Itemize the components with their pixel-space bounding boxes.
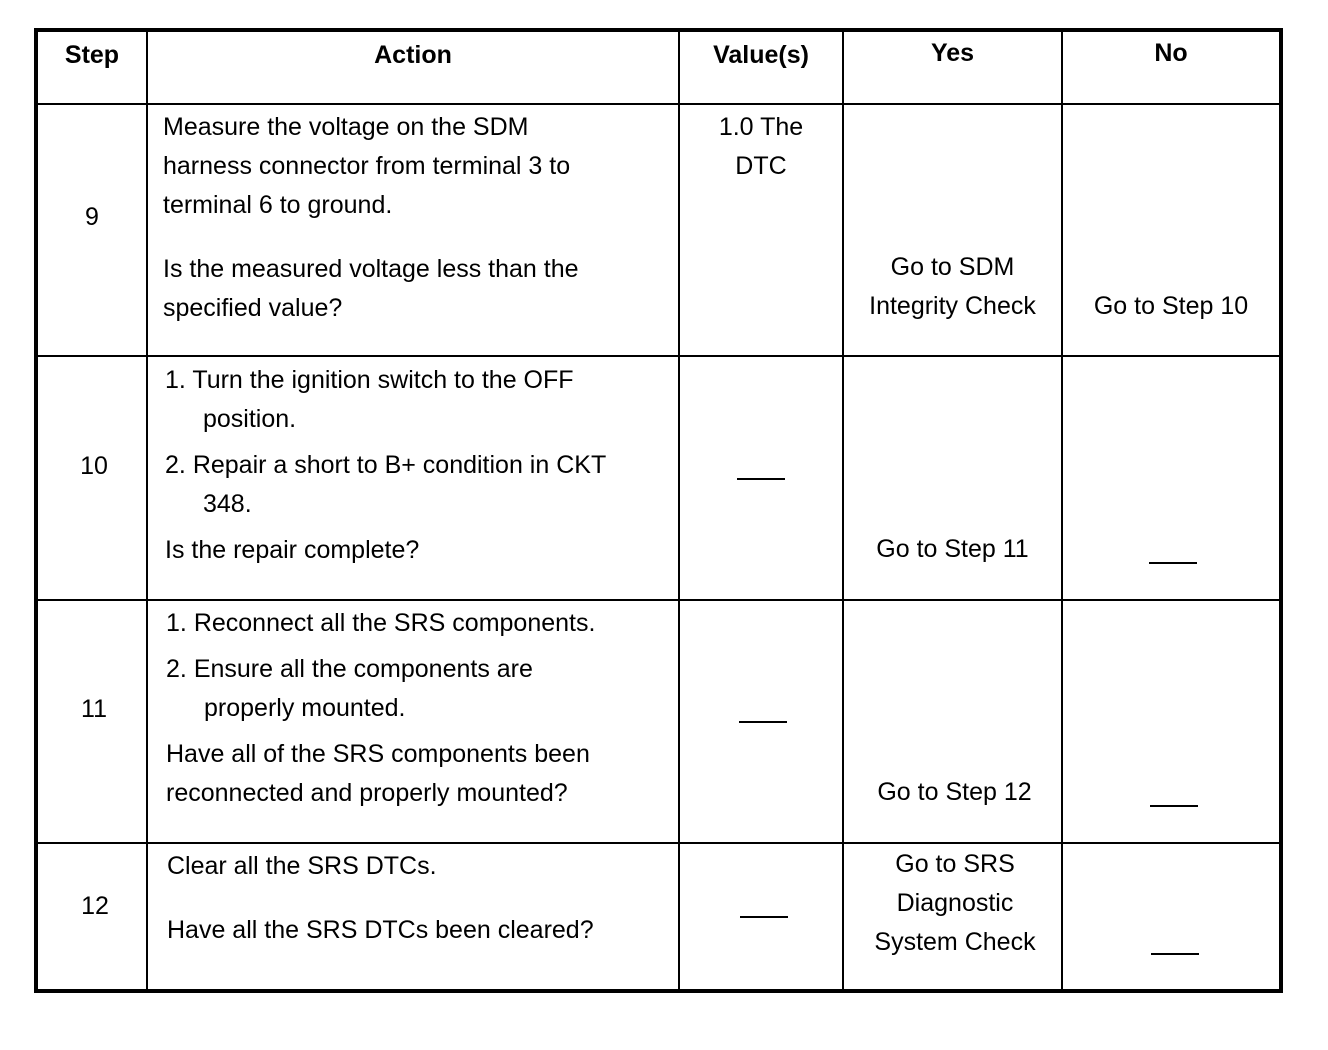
- action-list: [165, 361, 606, 570]
- item-number: 2.: [165, 451, 186, 479]
- row-divider: [38, 599, 1279, 601]
- step-number: 9: [85, 203, 99, 231]
- row-divider: [38, 103, 1279, 105]
- yes-line: Go to SRS: [895, 850, 1015, 878]
- yes-line: Diagnostic: [896, 889, 1014, 917]
- question-line: Have all of the SRS components been: [166, 740, 590, 768]
- action-line: harness connector from terminal 3 to: [163, 152, 571, 180]
- header-step: Step: [64, 41, 120, 69]
- yes-line: System Check: [874, 928, 1036, 956]
- yes-result: Go to Step 11: [876, 535, 1029, 563]
- header-no: No: [1154, 39, 1188, 67]
- step-number: 11: [81, 695, 107, 723]
- no-result: Go to Step 10: [1093, 292, 1249, 320]
- column-divider: [146, 32, 148, 989]
- item-number: 1.: [166, 609, 187, 637]
- question-line: specified value?: [163, 294, 343, 322]
- item-number: 1.: [165, 366, 186, 394]
- item-text-continued: properly mounted.: [204, 694, 406, 722]
- no-dash: [1149, 562, 1197, 564]
- item-text-continued: 348.: [203, 490, 252, 518]
- item-text: Repair a short to B+ condition in CKT: [192, 451, 607, 479]
- value-dash: [739, 721, 787, 723]
- question-line: Is the measured voltage less than the: [163, 255, 579, 283]
- question-line: reconnected and properly mounted?: [166, 779, 568, 807]
- value-line: DTC: [735, 152, 787, 180]
- yes-line: Integrity Check: [869, 292, 1036, 320]
- question-text: Have all the SRS DTCs been cleared?: [167, 916, 594, 944]
- list-item: [165, 361, 606, 400]
- header-yes: Yes: [930, 39, 975, 67]
- row-divider: [38, 355, 1279, 357]
- step-number: 10: [80, 452, 108, 480]
- list-item: [166, 604, 595, 643]
- action-text: Clear all the SRS DTCs.: [167, 852, 437, 880]
- question-text: [163, 250, 579, 328]
- yes-line: Go to SDM: [890, 253, 1015, 281]
- diagnostic-table: [34, 28, 1283, 993]
- action-list: [166, 604, 595, 813]
- header-action: Action: [374, 41, 452, 69]
- action-text: [163, 108, 570, 225]
- question-text: Is the repair complete?: [165, 536, 420, 564]
- value-text: [680, 108, 842, 186]
- no-dash: [1150, 805, 1198, 807]
- action-line: terminal 6 to ground.: [163, 191, 393, 219]
- item-text: Ensure all the components are: [193, 655, 533, 683]
- item-text: Reconnect all the SRS components.: [193, 609, 596, 637]
- item-text-continued: position.: [203, 405, 297, 433]
- item-number: 2.: [166, 655, 187, 683]
- step-number: 12: [81, 892, 109, 920]
- list-item: [165, 446, 606, 485]
- value-dash: [737, 478, 785, 480]
- list-item: [166, 650, 595, 689]
- row-divider: [38, 842, 1279, 844]
- value-dash: [740, 916, 788, 918]
- action-line: Measure the voltage on the SDM: [163, 113, 529, 141]
- header-values: Value(s): [713, 41, 809, 69]
- column-divider: [842, 32, 844, 989]
- yes-result: [846, 845, 1064, 962]
- item-text: Turn the ignition switch to the OFF: [192, 366, 574, 394]
- no-dash: [1151, 953, 1199, 955]
- value-line: 1.0 The: [718, 113, 804, 141]
- yes-result: Go to Step 12: [877, 778, 1032, 806]
- yes-result: [844, 248, 1061, 326]
